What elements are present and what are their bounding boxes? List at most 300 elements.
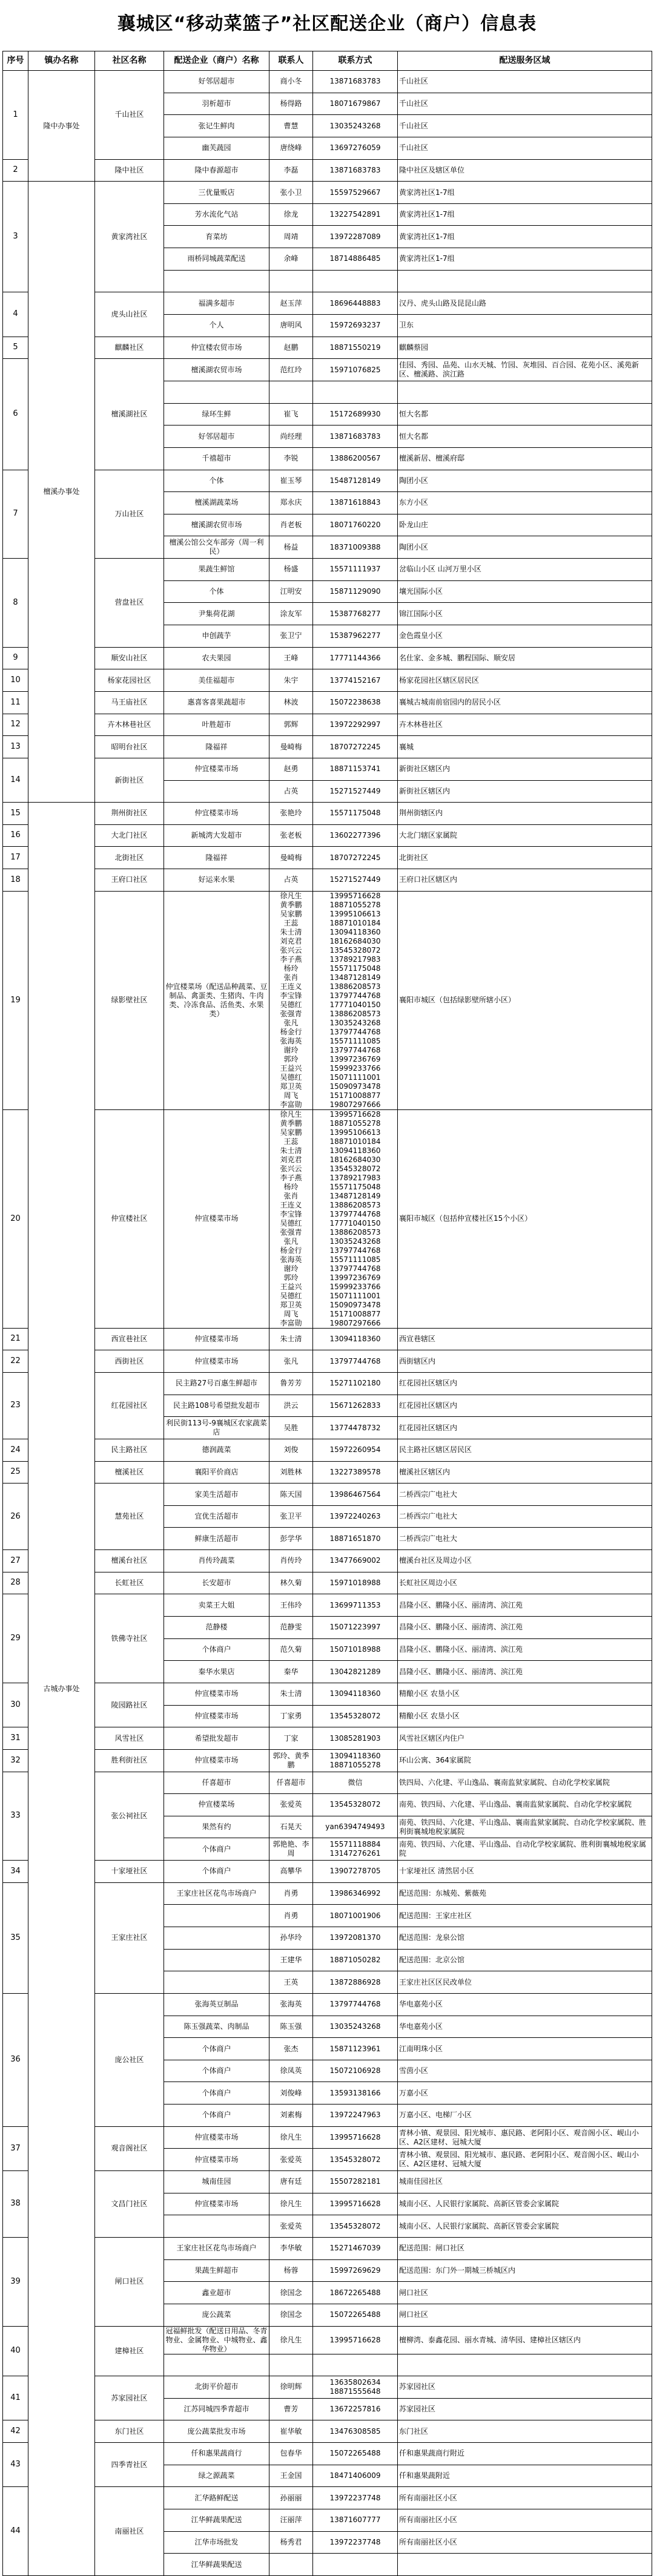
phone-cell: 15271527449 [313,869,398,892]
phone-cell: 15487128149 [313,470,398,492]
area-cell: 青林小镇、观景园、阳光城市、惠民路、老阿阳小区、观音阁小区、岘山小区、A2区建材、冠城大厦 [398,2126,652,2149]
header-cell: 镇办名称 [28,51,95,71]
contact-cell: 肖传玲 [269,1550,313,1572]
row-number: 6 [3,359,28,470]
contact-cell: 杨秀君 [269,2531,313,2554]
phone-cell: 13545328072 [313,2149,398,2171]
row-number: 27 [3,1550,28,1572]
company-cell: 鲜康生活超市 [164,1528,269,1550]
contact-cell: 仟喜超市 [269,1772,313,1794]
company-cell: 个体商户 [164,1638,269,1661]
row-number: 8 [3,559,28,648]
phone-cell: 15972693237 [313,315,398,337]
phone-cell: 15271102180 [313,1372,398,1395]
contact-cell: 占英 [269,780,313,803]
contact-cell: 朱士清 [269,1683,313,1705]
company-cell: 个人 [164,315,269,337]
contact-cell: 徐凡生 [269,2126,313,2149]
company-cell: 福满多超市 [164,292,269,315]
phone-cell: 18714886485 [313,248,398,271]
table-row [3,2487,652,2509]
contact-cell: 曼崎梅 [269,847,313,869]
table-row [3,803,652,825]
company-cell: 江华市场批发 [164,2531,269,2554]
contact-cell: 李锐 [269,447,313,470]
contact-cell: 唐有廷 [269,2171,313,2193]
community-cell: 十家垭社区 [95,1861,164,1883]
company-cell: 城南佳园 [164,2171,269,2193]
phone-cell: 13995716628 [313,2126,398,2149]
table-row [3,359,652,381]
community-cell: 麒麟社区 [95,337,164,359]
company-cell: 美佳福超市 [164,669,269,692]
phone-cell: 15571175048 [313,803,398,825]
area-cell: 新街社区辖区内 [398,780,652,803]
table-row [3,1683,652,1705]
phone-cell: 13986467564 [313,1484,398,1506]
phone-cell: 15571118884 13147276261 [313,1838,398,1861]
header-cell: 序号 [3,51,28,71]
company-cell: 民主路27号百惠生鲜超市 [164,1372,269,1395]
contact-cell: 杨益 [269,536,313,559]
contact-cell: 唐绕峰 [269,137,313,159]
company-cell [164,780,269,803]
company-cell: 卖菜王大姐 [164,1594,269,1617]
company-cell: 仲宣楼菜市场 [164,2193,269,2215]
phone-cell: 15387768277 [313,603,398,625]
community-cell: 苏家园社区 [95,2376,164,2420]
contact-cell: 郭艳艳、李周 [269,1838,313,1861]
phone-cell: 13797744768 [313,1993,398,2016]
contact-cell: 崔华敏 [269,2420,313,2443]
community-cell: 卉木林巷社区 [95,714,164,736]
phone-cell: 13476308585 [313,2420,398,2443]
table-row [3,1439,652,1461]
area-cell: 万嘉小区、电梯厂小区 [398,2104,652,2127]
phone-cell: 15072265488 [313,2443,398,2465]
phone-cell: 13995716628 18871055278 13995106613 18871010184 13094118360 18162684030 13545328072 13789217983 15571175048 13487128149 13886208573 13797744768 17771040150 13886208573 13035243268 13797744768 15571111085 13797744768 13997236769 15999233766 15071111001 15090973478 15171008877 19807297666 [313,891,398,1109]
area-cell: 岔临山小区 山河万里小区 [398,559,652,581]
office-cell: 檀溪办事处 [28,182,95,803]
company-cell: 好运来水果 [164,869,269,892]
phone-cell: 18471406009 [313,2465,398,2487]
contact-cell: 张海英 [269,1993,313,2016]
company-cell: 隆福祥 [164,736,269,758]
table-row [3,2326,652,2354]
company-cell: 三优量贩店 [164,182,269,204]
company-cell: 长安超市 [164,1572,269,1594]
row-number: 14 [3,758,28,802]
table-row [3,470,652,492]
contact-cell: 尚经理 [269,426,313,448]
phone-cell: 15971018988 [313,1572,398,1594]
row-number: 38 [3,2171,28,2238]
area-cell: 红花园社区辖区内 [398,1372,652,1395]
row-number: 31 [3,1727,28,1750]
phone-cell: 13545328072 [313,1705,398,1727]
phone-cell: 15997269629 [313,2259,398,2282]
phone-cell: 18071760220 [313,514,398,536]
area-cell: 襄阳市城区（包括仲宣楼社区15个小区） [398,1109,652,1328]
phone-cell: 15172689930 [313,403,398,426]
row-number: 43 [3,2443,28,2487]
table-row [3,1484,652,1506]
area-cell: 配送范围：闸口社区 [398,2237,652,2259]
row-number: 41 [3,2376,28,2420]
office-cell: 隆中办事处 [28,71,95,182]
contact-cell: 徐凡生 [269,2193,313,2215]
phone-cell: 13094118360 [313,1683,398,1705]
company-cell: 檀溪湖农贸市场 [164,514,269,536]
company-cell: 张记生鲜肉 [164,115,269,137]
contact-cell: 郭玲、黄季鹏 [269,1749,313,1772]
community-cell: 慧苑社区 [95,1484,164,1550]
area-cell: 襄阳市城区（包括绿影壁所辖小区） [398,891,652,1109]
contact-cell: 包春华 [269,2443,313,2465]
row-number: 15 [3,803,28,825]
area-cell: 千山社区 [398,93,652,115]
company-cell: 江苏同城四季青超市 [164,2398,269,2420]
area-cell: 十家垭社区 清然居小区 [398,1861,652,1883]
company-cell: 叶胜超市 [164,714,269,736]
area-cell: 西街辖区内 [398,1350,652,1373]
table-row [3,1328,652,1350]
phone-cell: 15072265488 [313,2304,398,2326]
phone-cell: 13972237748 [313,2531,398,2554]
company-cell: 尹集荷花湖 [164,603,269,625]
company-cell: 仲宜楼菜市场 [164,803,269,825]
company-cell: 希望批发超市 [164,1727,269,1750]
company-cell: 利民街113号-9襄城区农家蔬菜店 [164,1417,269,1439]
contact-cell: 徐国念 [269,2282,313,2304]
area-cell: 昌隆小区、鹏隆小区、丽清湾、滨江苑 [398,1594,652,1617]
phone-cell: 15072106928 [313,2060,398,2082]
phone-cell: 13602277396 [313,824,398,847]
row-number: 12 [3,714,28,736]
phone-cell: 13972287089 [313,226,398,248]
contact-cell: 孙丽丽 [269,2487,313,2509]
contact-cell: 杨得路 [269,93,313,115]
contact-cell: 江明安 [269,580,313,603]
area-cell [398,381,652,403]
community-cell: 北街社区 [95,847,164,869]
company-cell: 汇华路鲜配送 [164,2487,269,2509]
area-cell: 长虹社区周边小区 [398,1572,652,1594]
area-cell: 城南小区、人民银行家属院、高新区管委会家属院 [398,2193,652,2215]
contact-cell: 王英 [269,1971,313,1994]
company-cell [164,1949,269,1971]
phone-cell: 13872886928 [313,1971,398,1994]
area-cell: 万嘉小区 [398,2082,652,2104]
table-row [3,182,652,204]
contact-cell: 赵勇 [269,758,313,780]
phone-cell: 18871651870 [313,1528,398,1550]
row-number: 16 [3,824,28,847]
area-cell: 昌隆小区、鹏隆小区、丽清湾、滨江苑 [398,1617,652,1639]
community-cell: 黄家湾社区 [95,182,164,292]
contact-cell: 张老板 [269,824,313,847]
contact-cell: 石晃天 [269,1816,313,1838]
area-cell: 大北门辖区家属院 [398,824,652,847]
community-cell: 铁佛寺社区 [95,1594,164,1683]
phone-cell: 13871683783 [313,159,398,182]
row-number: 2 [3,159,28,182]
company-cell: 芳水流化气站 [164,203,269,226]
phone-cell: 13035243268 [313,115,398,137]
row-number: 32 [3,1749,28,1772]
area-cell: 金色霞皇小区 [398,625,652,648]
area-cell: 所有南丽社区小区 [398,2531,652,2554]
area-cell: 苏家园社区 [398,2376,652,2399]
contact-cell: 商小冬 [269,71,313,93]
contact-cell: 徐明辉 [269,2376,313,2399]
contact-cell: 陈玉强 [269,2016,313,2038]
table-row [3,1993,652,2016]
company-cell: 仲宣楼菜市场 [164,1328,269,1350]
phone-cell: 13035243268 [313,2016,398,2038]
table-row [3,1550,652,1572]
company-cell: 绿环生鲜 [164,403,269,426]
phone-cell: 18707272245 [313,736,398,758]
community-cell: 新街社区 [95,758,164,802]
contact-cell: 张卫平 [269,1505,313,1528]
phone-cell: 13227389578 [313,1461,398,1484]
area-cell: 配送范围：龙泉公馆 [398,1927,652,1950]
community-cell: 庞公社区 [95,1993,164,2126]
row-number: 9 [3,647,28,669]
phone-cell: 15507282181 [313,2171,398,2193]
contact-cell: 赵鹏 [269,337,313,359]
contact-cell: 徐国念 [269,2304,313,2326]
phone-cell: 13995716628 18871055278 13995106613 18871010184 13094118360 18162684030 13545328072 13789217983 15571175048 13487128149 13886208573 13797744768 17771040150 13886208573 13035243268 13797744768 15571111085 13797744768 13997236769 15999233766 15071111001 15090973478 15171008877 19807297666 [313,1109,398,1328]
company-cell: 千禧超市 [164,447,269,470]
table-row [3,1749,652,1772]
area-cell: 陶团小区 [398,470,652,492]
area-cell: 黄家湾社区1-7组 [398,226,652,248]
contact-cell: 涂友军 [269,603,313,625]
contact-cell: 朱宇 [269,669,313,692]
row-number: 17 [3,847,28,869]
phone-cell: 15972260954 [313,1439,398,1461]
community-cell: 红花园社区 [95,1372,164,1439]
area-cell: 昌隆小区、鹏隆小区、丽清湾、滨江苑 [398,1638,652,1661]
phone-cell: 13635802634 18871555648 [313,2376,398,2399]
table-row [3,647,652,669]
community-cell: 王府口社区 [95,869,164,892]
company-cell: 北街平价超市 [164,2376,269,2399]
area-cell: 雪茵小区 [398,2060,652,2082]
row-number: 4 [3,292,28,337]
row-number: 20 [3,1109,28,1328]
area-cell: 精酿小区 农垦小区 [398,1683,652,1705]
table-row [3,669,652,692]
contact-cell: 杨蓉 [269,2259,313,2282]
area-cell: 江南明珠小区 [398,2038,652,2060]
contact-cell: 洪云 [269,1395,313,1417]
company-cell: 个体商户 [164,1861,269,1883]
table-row [3,2443,652,2465]
area-cell: 红花园社区辖区内 [398,1417,652,1439]
contact-cell: 王峰 [269,647,313,669]
area-cell: 南苑、铁四局、六化建、平山逸品、襄南监狱家属院、自动化学校家属院 [398,1794,652,1816]
phone-cell: 13545328072 [313,1794,398,1816]
phone-cell: 13871683783 [313,71,398,93]
company-cell: 仲宣楼菜市场 [164,1705,269,1727]
community-cell: 营盘社区 [95,559,164,648]
row-number: 29 [3,1594,28,1683]
company-cell: 仲宣楼菜市场 [164,1109,269,1328]
community-cell: 荆州街社区 [95,803,164,825]
contact-cell: 徐龙 [269,203,313,226]
community-cell: 陵园路社区 [95,1683,164,1727]
phone-cell: 15071018988 [313,1638,398,1661]
area-cell: 荆州街辖区内 [398,803,652,825]
contact-cell: 范红玲 [269,359,313,381]
area-cell: 新街社区辖区内 [398,758,652,780]
table-row [3,758,652,780]
contact-cell: 徐凡生 [269,2326,313,2354]
table-row [3,292,652,315]
company-cell: 秦华水果店 [164,1661,269,1683]
phone-cell: 13995716628 [313,2326,398,2354]
area-cell: 黄家湾社区1-7组 [398,203,652,226]
row-number: 13 [3,736,28,758]
phone-cell: 13871618843 [313,492,398,514]
table-row [3,891,652,1109]
phone-cell [313,2354,398,2376]
company-cell: 隆福祥 [164,847,269,869]
community-cell: 四季青社区 [95,2443,164,2487]
contact-cell: 张凡 [269,1350,313,1373]
company-cell: 农夫果园 [164,647,269,669]
company-cell: 个体商户 [164,2038,269,2060]
contact-cell: 赵玉萍 [269,292,313,315]
phone-cell [313,381,398,403]
area-cell: 南苑、铁四局、六化建、平山逸品、自动化学校家属院、胜利街襄城地税家属院 [398,1838,652,1861]
contact-cell: 肖老板 [269,514,313,536]
area-cell: 襄城 [398,736,652,758]
phone-cell: 13907278705 [313,1861,398,1883]
table-row [3,2171,652,2193]
area-cell: 所有南丽社区小区 [398,2487,652,2509]
area-cell: 檀溪新居、檀溪府邸 [398,447,652,470]
table-row [3,1350,652,1373]
contact-cell: 李华敏 [269,2237,313,2259]
company-cell [164,2354,269,2376]
contact-cell: 徐凡生 黄季鹏 吴家鹏 王蕊 朱士清 刘克君 张兴云 李子燕 杨玲 张肖 王连义 李宝锋 吴德红 张强青 张凡 杨金行 张海英 谢玲 郭玲 王益兴 吴德红 郑卫英 周飞 李富勋 [269,1109,313,1328]
contact-cell: 曼崎梅 [269,736,313,758]
contact-cell: 丁家 [269,1727,313,1750]
area-cell: 卧龙山庄 [398,514,652,536]
contact-cell: 崔飞 [269,403,313,426]
company-cell: 仲宣楼菜市场 [164,2149,269,2171]
office-cell: 古城办事处 [28,803,95,2576]
phone-cell: 15387962277 [313,625,398,648]
area-cell: 檀溪台社区及周边小区 [398,1550,652,1572]
area-cell: 环山公寓、364家属院 [398,1749,652,1772]
contact-cell: 刘素梅 [269,2104,313,2127]
company-cell: 好邻居超市 [164,426,269,448]
area-cell: 二桥西宗广电社大 [398,1505,652,1528]
phone-cell [313,2554,398,2576]
phone-cell: 13477669002 [313,1550,398,1572]
company-cell: 个体商户 [164,1838,269,1861]
table-row [3,1109,652,1328]
company-cell [164,1905,269,1927]
company-cell: 肖传玲蔬菜 [164,1550,269,1572]
company-cell: 江华鲜蔬果配送 [164,2509,269,2532]
table-row [3,1461,652,1484]
phone-cell: 13699711353 [313,1594,398,1617]
area-cell: 青林小镇、观景园、阳光城市、惠民路、老阿阳小区、观音阁小区、岘山小区、A2区建材、冠城大厦 [398,2149,652,2171]
community-cell: 万山社区 [95,470,164,559]
company-cell: 冠福鲜批发（配送日用品、冬青物业、金属物业、中城物业、鑫华物业） [164,2326,269,2354]
company-cell: 范静楼 [164,1617,269,1639]
company-cell: 仲宣楼菜市场 [164,1350,269,1373]
company-cell [164,270,269,292]
company-cell: 幽芙蔬园 [164,137,269,159]
contact-cell: 王金国 [269,2465,313,2487]
phone-cell: 13886200567 [313,447,398,470]
community-cell: 东门社区 [95,2420,164,2443]
phone-cell: 18672265488 [313,2282,398,2304]
phone-cell: 13972237748 [313,2487,398,2509]
phone-cell: 13085281903 [313,1727,398,1750]
contact-cell: 李磊 [269,159,313,182]
row-number: 21 [3,1328,28,1350]
phone-cell: 18871050282 [313,1949,398,1971]
company-cell: 襄阳平价商店 [164,1461,269,1484]
phone-cell: 18071001906 [313,1905,398,1927]
area-cell: 檀溪社区辖区内 [398,1461,652,1484]
company-cell: 王家庄社区花鸟市场商户 [164,1882,269,1905]
phone-cell: 13227542891 [313,203,398,226]
contact-cell: 刘俊峰 [269,2082,313,2104]
company-cell: 果蔬生鲜馆 [164,559,269,581]
contact-cell: 崔玉琴 [269,470,313,492]
community-cell: 风雪社区 [95,1727,164,1750]
row-number: 11 [3,691,28,714]
company-cell: 好邻居超市 [164,71,269,93]
header-cell: 联系方式 [313,51,398,71]
phone-cell: 18871550219 [313,337,398,359]
area-cell: 千山社区 [398,115,652,137]
area-cell: 民主路社区辖区居民区 [398,1439,652,1461]
community-cell: 文昌门社区 [95,2171,164,2238]
area-cell: 恒大名都 [398,403,652,426]
company-cell: 檀溪湖农贸市场 [164,359,269,381]
contact-cell: 林久菊 [269,1572,313,1594]
row-number: 1 [3,71,28,160]
company-cell: 庞公蔬菜 [164,2304,269,2326]
company-cell: 仲宣楼菜市场 [164,1749,269,1772]
contact-cell: 徐凡生 黄季鹏 吴家鹏 王蕊 朱士清 刘克君 张兴云 李子燕 杨玲 张肖 王连义 李宝锋 吴德红 张强青 张凡 杨金行 张海英 谢玲 郭玲 王益兴 吴德红 郑卫英 周飞 李富勋 [269,891,313,1109]
contact-cell: 杨盛 [269,559,313,581]
table-row [3,1861,652,1883]
community-cell: 绿影壁社区 [95,891,164,1109]
header-cell: 社区名称 [95,51,164,71]
area-cell: 西宣巷辖区 [398,1328,652,1350]
row-number: 40 [3,2326,28,2376]
area-cell: 杨家花园社区辖区居民区 [398,669,652,692]
contact-cell: 张爱英 [269,2215,313,2238]
company-cell: 庞公蔬菜批发市场 [164,2420,269,2443]
area-cell: 华电嘉苑小区 [398,2016,652,2038]
area-cell: 二桥西宗广电社大 [398,1484,652,1506]
area-cell: 王府口社区辖区内 [398,869,652,892]
area-cell: 配送范围：北京公馆 [398,1949,652,1971]
area-cell: 风雪社区辖区内住户 [398,1727,652,1750]
